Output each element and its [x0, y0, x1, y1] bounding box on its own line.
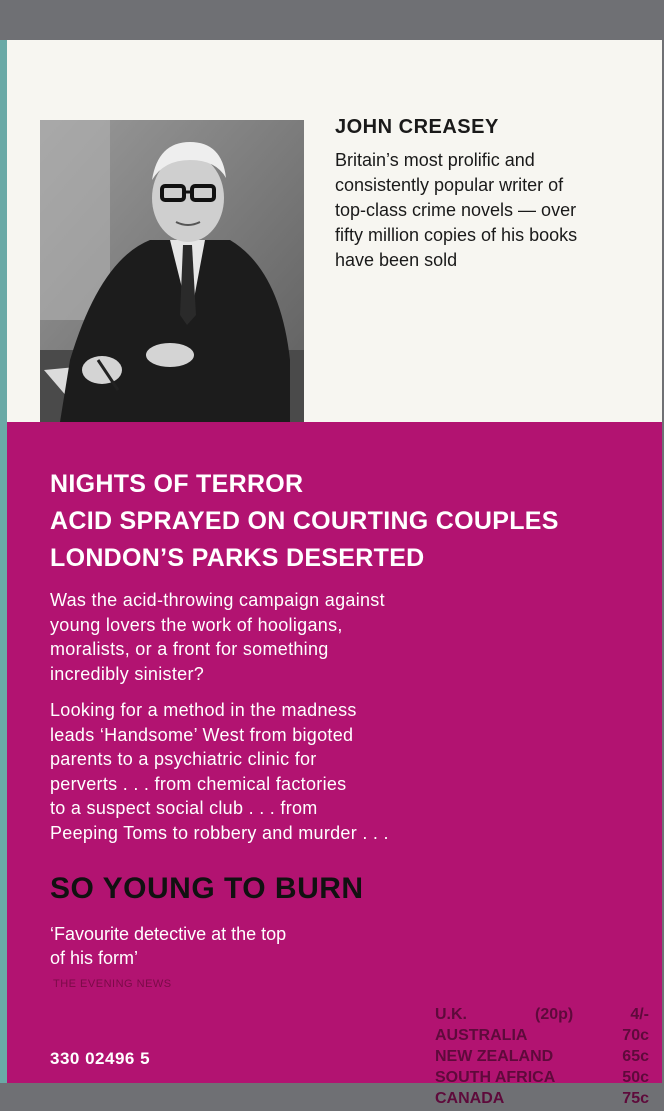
blurb-line: perverts . . . from chemical factories [50, 773, 347, 794]
price-row [435, 1069, 649, 1090]
quote-source: THE EVENING NEWS [53, 978, 172, 990]
author-bio-line: consistently popular writer of [335, 175, 564, 195]
price-row [435, 1090, 649, 1111]
author-bio-line: Britain’s most prolific and [335, 150, 535, 170]
blurb-line: parents to a psychiatric clinic for [50, 749, 317, 769]
price-row [435, 1027, 649, 1048]
headline: NIGHTS OF TERROR [50, 470, 304, 498]
book-title: SO YOUNG TO BURN [50, 872, 364, 905]
blurb-paragraph-1 [50, 588, 530, 686]
price-amount: 70c [622, 1027, 649, 1044]
price-region: SOUTH AFRICA [435, 1069, 556, 1086]
price-region: AUSTRALIA [435, 1027, 528, 1044]
blurb-paragraph-2 [50, 698, 530, 845]
author-bio-line: fifty million copies of his books [335, 225, 578, 245]
blurb-line: Was the acid-throwing campaign against [50, 590, 385, 610]
blurb-line: Looking for a method in the madness [50, 700, 357, 720]
price-region: CANADA [435, 1090, 505, 1107]
author-name: JOHN CREASEY [335, 116, 499, 138]
author-bio [335, 148, 635, 273]
headline: ACID SPRAYED ON COURTING COUPLES [50, 507, 559, 535]
price-row [435, 1048, 649, 1069]
price-list [435, 1006, 649, 1111]
isbn: 330 02496 5 [50, 1049, 151, 1068]
price-decimal: (20p) [535, 1006, 574, 1023]
quote-line: ‘Favourite detective at the top [50, 924, 287, 944]
headline: LONDON’S PARKS DESERTED [50, 544, 425, 572]
blurb-line: to a suspect social club . . . from [50, 798, 318, 818]
author-photo [40, 120, 304, 422]
back-cover [7, 40, 662, 1107]
blurb-line: Peeping Toms to robbery and murder . . . [50, 822, 389, 843]
blurb-line: leads ‘Handsome’ West from bigoted [50, 724, 354, 745]
author-bio-line: have been sold [335, 250, 458, 270]
quote-line: of his form’ [50, 948, 139, 968]
price-amount: 65c [622, 1048, 649, 1065]
review-quote [50, 922, 390, 970]
price-amount: 50c [622, 1069, 649, 1086]
price-amount: 75c [622, 1090, 649, 1107]
blurb-line: moralists, or a front for something [50, 639, 329, 659]
author-bio-line: top-class crime novels — over [335, 200, 577, 220]
blurb-line: incredibly sinister? [50, 663, 205, 684]
blurb-line: young lovers the work of hooligans, [50, 614, 343, 635]
price-amount: 4/- [630, 1006, 649, 1023]
blurb-panel [7, 422, 662, 1107]
price-region: NEW ZEALAND [435, 1048, 554, 1065]
price-region: U.K. [435, 1006, 467, 1023]
price-row [435, 1006, 649, 1027]
